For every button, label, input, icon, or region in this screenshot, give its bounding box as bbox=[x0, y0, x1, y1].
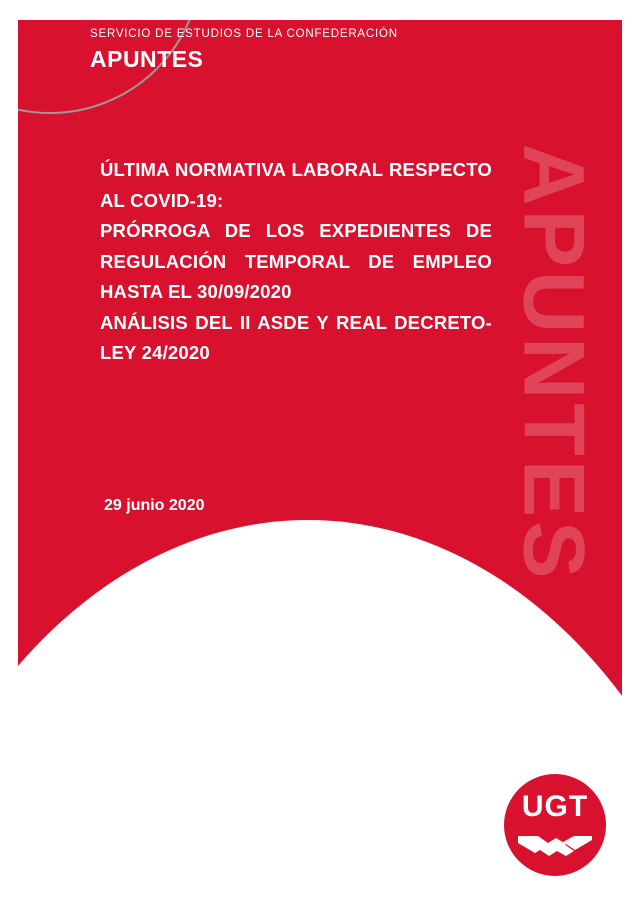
publisher-line: SERVICIO DE ESTUDIOS DE LA CONFEDERACIÓN bbox=[90, 28, 398, 40]
title-line-3: ANÁLISIS DEL II ASDE Y REAL DECRETO-LEY 24/2020 bbox=[100, 311, 492, 364]
cover-header bbox=[90, 28, 510, 73]
series-title: APUNTES bbox=[90, 46, 204, 72]
page-title bbox=[100, 155, 492, 369]
watermark-apuntes bbox=[478, 20, 622, 720]
title-line-2: PRÓRROGA DE LOS EXPEDIENTES DE REGULACIÓN TEMPORAL DE EMPLEO HASTA EL 30/09/2020 bbox=[100, 220, 492, 303]
publication-date: 29 junio 2020 bbox=[104, 497, 205, 514]
cover-red-panel bbox=[18, 20, 622, 720]
watermark-text: APUNTES bbox=[505, 143, 601, 583]
svg-text:UGT: UGT bbox=[521, 790, 589, 823]
ugt-logo bbox=[502, 772, 608, 878]
title-line-1: ÚLTIMA NORMATIVA LABORAL RESPECTO AL COVID-19: bbox=[100, 159, 492, 211]
